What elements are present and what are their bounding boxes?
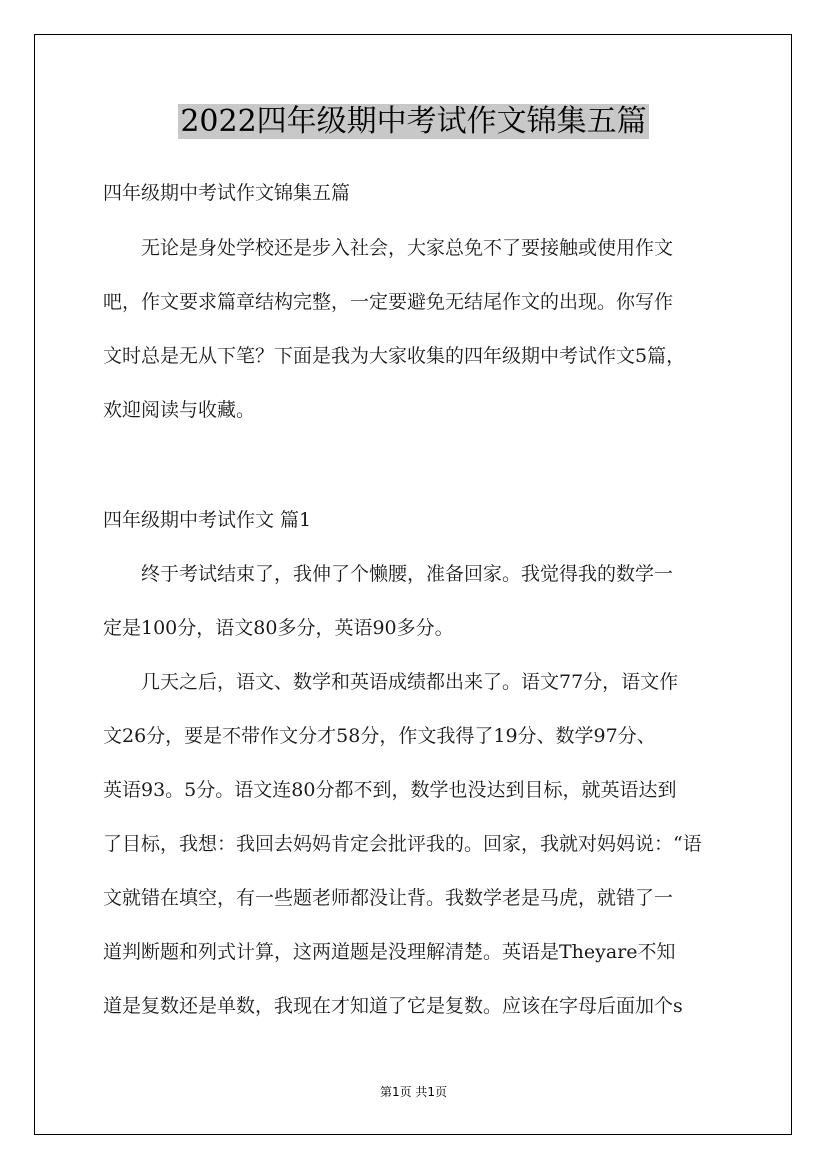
paragraph-line: 终于考试结束了，我伸了个懒腰，准备回家。我觉得我的数学一 [141, 563, 674, 585]
intro-line: 欢迎阅读与收藏。 [103, 399, 256, 421]
document-subtitle: 四年级期中考试作文锦集五篇 [103, 182, 351, 204]
paragraph-line: 了目标，我想：我回去妈妈肯定会批评我的。回家，我就对妈妈说：“语 [103, 833, 702, 855]
document-title: 2022四年级期中考试作文锦集五篇 [180, 104, 647, 139]
paragraph-line: 道判断题和列式计算，这两道题是没理解清楚。英语是Theyare不知 [103, 941, 676, 963]
intro-line: 吧，作文要求篇章结构完整，一定要避免无结尾作文的出现。你写作 [103, 291, 674, 313]
paragraph-line: 几天之后，语文、数学和英语成绩都出来了。语文77分，语文作 [141, 671, 679, 693]
paragraph-line: 文26分，要是不带作文分才58分，作文我得了19分、数学97分、 [103, 725, 656, 747]
paragraph-line: 道是复数还是单数，我现在才知道了它是复数。应该在字母后面加个s [103, 995, 683, 1017]
page-number: 第1页 共1页 [379, 1085, 448, 1099]
paragraph-line: 英语93。5分。语文连80分都不到，数学也没达到目标，就英语达到 [103, 779, 677, 801]
paragraph-line: 定是100分，语文80多分，英语90多分。 [103, 617, 454, 639]
intro-line: 文时总是无从下笔？下面是我为大家收集的四年级期中考试作文5篇， [103, 345, 686, 367]
section-heading: 四年级期中考试作文 篇1 [103, 509, 312, 531]
paragraph-line: 文就错在填空，有一些题老师都没让背。我数学老是马虎，就错了一 [103, 887, 674, 909]
intro-line: 无论是身处学校还是步入社会，大家总免不了要接触或使用作文 [141, 237, 674, 259]
